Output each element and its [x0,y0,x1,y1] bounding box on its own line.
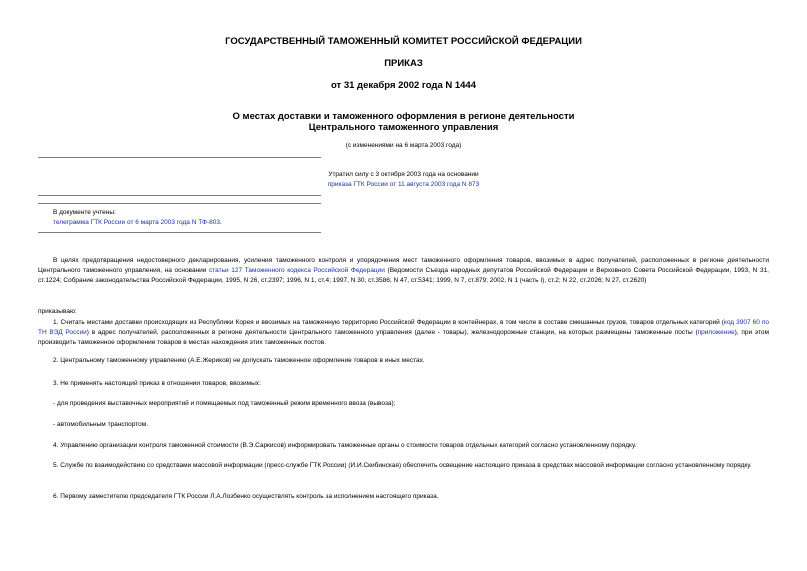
divider-1 [38,157,321,158]
item-1-text-2: ) в адрес получателей, расположенных в регионе деятельности Центрального таможенного управления (далее - товары), железнодорожные станции, на которых размещены таможенные посты ( [86,329,698,337]
preamble-paragraph [38,256,769,287]
title-line-1: О местах доставки и таможенного оформления в регионе деятельности [232,111,575,122]
doc-note-line [53,218,222,228]
item-3b-paragraph: - автомобильным транспортом. [53,421,149,428]
amendments-note: (с изменениями на 6 марта 2003 года) [345,142,462,149]
item-4-paragraph: 4. Управлению организации контроля таможенной стоимости (В.Э.Саркисов) информировать таможенные органы о стоимости товаров отдельных категорий согласно установленному порядку. [53,442,637,449]
lost-force-link[interactable]: приказа ГТК России от 11 августа 2003 года N 873 [327,181,480,188]
telegram-link[interactable]: телеграмма ГТК России от 6 марта 2003 года N ТФ-803 [53,219,220,226]
tc-article-127-link[interactable]: статьи 127 Таможенного кодекса Российской Федерации [209,267,385,275]
committee-heading: ГОСУДАРСТВЕННЫЙ ТАМОЖЕННЫЙ КОМИТЕТ РОССИЙСКОЙ ФЕДЕРАЦИИ [225,36,582,47]
doc-note-suffix: . [219,219,222,226]
lost-force-text: Утратил силу с 3 октября 2003 года на основании [328,171,479,178]
order-word: приказываю: [38,308,77,315]
title-line-2: Центрального таможенного управления [308,122,499,133]
item-6-paragraph: 6. Первому заместителю председателя ГТК России Л.А.Лозбенко осуществлять контроль за исполнением настоящего приказа. [53,493,439,500]
item-1-text-3: ), при этом производить таможенное оформление товаров в местах нахождения этих таможенных постов. [38,329,769,347]
item-1-text-1: 1. Считать местами доставки происходящих из Республики Корея и ввозимых на таможенную территорию Российской Федерации в контейнерах, в том числе в составе смешанных грузов, товаров отдельных категорий ( [53,319,724,326]
divider-3 [38,203,321,204]
item-2-paragraph: 2. Центральному таможенному управлению (А.Е.Жериков) не допускать таможенное оформление товаров в иных местах. [53,357,425,364]
appendix-link[interactable]: приложение [697,329,735,337]
tn-ved-code-link[interactable]: код 3907 60 по ТН ВЭД России [38,319,769,337]
preamble-text-1: В целях предотвращения недостоверного декларирования, усиления таможенного контроля и упорядочения мест таможенного оформления товаров, ввозимых в адрес получателей, расположенных в регионе деятельности Центрального таможенного управления, на основании [38,257,769,275]
lost-force-line [0,180,807,190]
divider-4 [38,232,321,233]
doc-type-heading: ПРИКАЗ [384,58,423,69]
divider-2 [38,195,321,196]
doc-note-label: В документе учтены: [53,209,116,216]
item-3a-paragraph: - для проведения выставочных мероприятий и помещаемых под таможенный режим временного ввоза (вывоза); [53,400,396,407]
item-5-text: 5. Службе по взаимодействию со средствами массовой информации (пресс-службе ГТК России) (И.И.Скибинская) обеспечить освещение настоящего приказа в средствах массовой информации согласно установленному порядку. [53,462,752,469]
preamble-text-2: (Ведомости Съезда народных депутатов Российской Федерации и Верховного Совета Российской Федерации, 1993, N 31, ст.1224; Собрание законодательства Российской Федерации, 1995, N 26, ст.2397; 1996, N 1, ст.4; 1997, N 30, ст.3586; N 47, ст.5341; 1999, N 7, ст.879; 2002, N 1 (часть I), ст.2; N 22, ст.2026; N 27, ст.2620) [38,267,769,285]
item-5-paragraph [38,461,769,471]
date-number-heading: от 31 декабря 2002 года N 1444 [330,80,476,91]
item-1-paragraph [38,318,769,349]
item-3-paragraph: 3. Не применять настоящий приказ в отношении товаров, ввозимых: [53,380,261,387]
